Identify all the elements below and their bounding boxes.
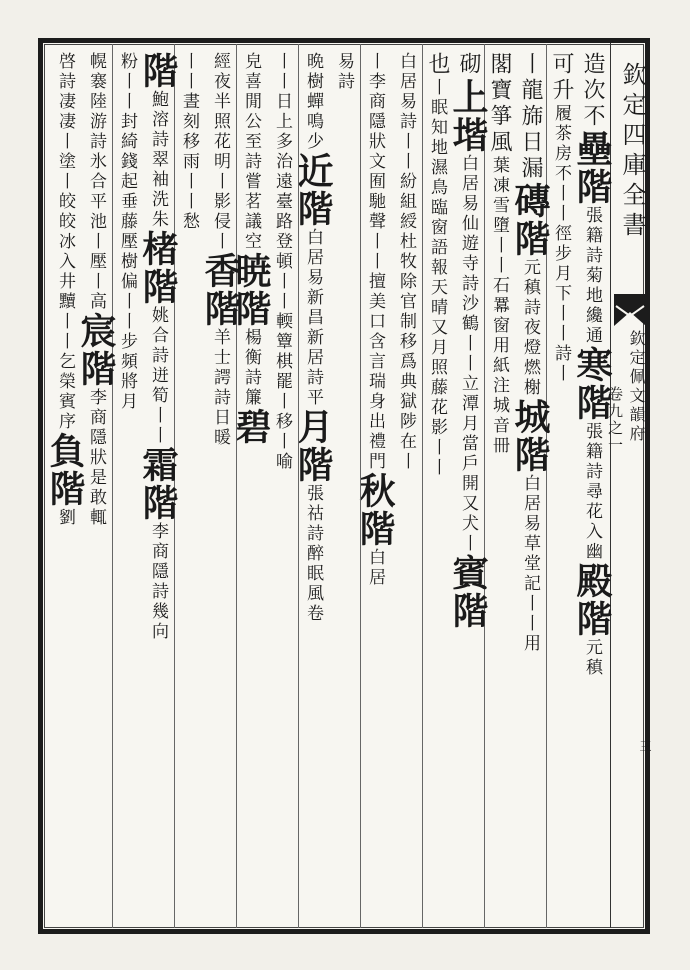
text-column xyxy=(571,52,613,912)
text-segment: 丨丨晝刻移 xyxy=(179,52,199,152)
text-segment: 張祜詩醉眠風卷 xyxy=(303,484,323,624)
text-segment: 丨眠知地濕鳥臨窗語報天晴又月照藤花影丨丨 xyxy=(427,78,447,478)
text-column xyxy=(292,52,334,912)
text-segment: 丨李商隱狀文囿馳聲丨丨擅美口含言瑞身出禮門 xyxy=(365,52,385,472)
text-column xyxy=(447,52,489,912)
text-segment: 嘗茗議空 xyxy=(241,172,261,252)
headword: 寒階 xyxy=(571,346,613,422)
column-rule xyxy=(484,44,485,928)
text-segment: 徑步月下丨丨 xyxy=(551,224,571,344)
text-segment: 白居易新昌新居詩平 xyxy=(303,228,323,408)
text-segment: 李商隱詩幾向 xyxy=(148,522,168,642)
text-segment: 易詩 xyxy=(334,52,354,92)
headword: 霜階 xyxy=(137,446,179,522)
fish-tail-icon xyxy=(612,292,648,328)
text-column xyxy=(484,52,515,912)
headword: 殿階 xyxy=(571,562,613,638)
headword: 階 xyxy=(137,52,179,90)
text-segment: 皃喜閒公至詩 xyxy=(241,52,261,172)
headword: 城階 xyxy=(509,398,551,474)
text-segment: 黷丨丨乞榮賓序 xyxy=(55,292,75,432)
text-segment: 幌褰陸游詩氷合平池丨壓丨高 xyxy=(86,52,106,312)
text-column xyxy=(509,52,551,912)
headword: 月階 xyxy=(292,408,334,484)
headword: 近階 xyxy=(292,152,334,228)
text-segment: 也 xyxy=(425,52,450,78)
text-segment: 可升 xyxy=(549,52,574,104)
column-rule xyxy=(298,44,299,928)
headword: 碧 xyxy=(230,408,272,446)
text-segment: 白居 xyxy=(365,548,385,588)
text-segment: 造次不 xyxy=(580,52,605,130)
headword: 磚階 xyxy=(509,182,551,258)
text-column xyxy=(230,52,272,912)
text-segment: 楊衡詩簾 xyxy=(241,328,261,408)
text-segment: 丨丨日上多 xyxy=(272,52,292,152)
text-column xyxy=(267,52,298,912)
text-column xyxy=(44,52,86,912)
headword: 宸階 xyxy=(75,312,117,388)
text-segment: 啓詩凄凄丨塗丨皎皎冰入井 xyxy=(55,52,75,292)
column-rule xyxy=(546,44,547,928)
text-segment: 閣寶箏風 xyxy=(487,52,512,156)
column-rule xyxy=(360,44,361,928)
headword: 暁階 xyxy=(230,252,272,328)
headword: 香階 xyxy=(199,252,241,328)
book-title: 欽定佩文韻府 xyxy=(627,330,646,444)
text-segment: 丨龍旆日漏 xyxy=(518,52,543,182)
text-segment: 晩樹蟬鳴少 xyxy=(303,52,323,152)
text-segment: 劉 xyxy=(55,508,75,528)
headword: 壘階 xyxy=(571,130,613,206)
text-segment: 粉丨丨封綺錢 xyxy=(117,52,137,172)
text-segment: 白居易詩丨丨紛組綬杜牧除官制移爲典獄陟在丨 xyxy=(396,52,416,472)
text-segment: 詩丨 xyxy=(551,344,571,384)
volume-label: 卷九之一 xyxy=(606,386,624,454)
text-segment: 羊士諤詩日暖 xyxy=(210,328,230,448)
text-segment: 履茶房不丨丨 xyxy=(551,104,571,224)
column-rule xyxy=(112,44,113,928)
text-segment: 砌 xyxy=(456,52,481,78)
text-segment: 李商隱狀是敢輒 xyxy=(86,388,106,528)
text-column xyxy=(354,52,396,912)
text-column xyxy=(137,52,179,912)
text-segment: 元稹詩夜燈燃榭 xyxy=(520,258,540,398)
column-rule xyxy=(236,44,237,928)
text-column xyxy=(546,52,577,912)
headword: 楮階 xyxy=(137,230,179,306)
text-segment: 起垂藤壓樹偏 xyxy=(117,172,137,292)
text-segment: 張籍詩菊地纔通 xyxy=(582,206,602,346)
text-segment: 治遠臺路登頓丨丨輭 xyxy=(272,152,292,332)
text-segment: 張籍詩尋花入幽 xyxy=(582,422,602,562)
text-segment: 白居易仙遊寺詩沙鶴丨丨立潭月當戶開又犬丨 xyxy=(458,154,478,554)
text-segment: 葉凍雪墮丨丨 xyxy=(489,156,509,276)
text-segment: 經夜半照花明丨影侵丨 xyxy=(210,52,230,252)
edition-title: 欽定四庫全書 xyxy=(618,62,646,242)
text-segment: 元稹 xyxy=(582,638,602,678)
text-segment: 簟棋罷丨移丨喻 xyxy=(272,332,292,472)
text-column xyxy=(112,52,143,912)
text-segment: 白居易草堂記丨丨用 xyxy=(520,474,540,654)
text-column xyxy=(422,52,453,912)
text-segment: 雨丨丨愁 xyxy=(179,152,199,232)
text-segment: 鮑溶詩翠袖洗朱 xyxy=(148,90,168,230)
text-column xyxy=(199,52,241,912)
headword: 秋階 xyxy=(354,472,396,548)
headword: 負階 xyxy=(44,432,86,508)
column-rule xyxy=(422,44,423,928)
page-number: 三 xyxy=(638,740,652,752)
text-segment: 石羃窗用紙注城音冊 xyxy=(489,276,509,456)
headword: 賓階 xyxy=(447,554,489,630)
text-segment: 姚合詩迸筍丨丨 xyxy=(148,306,168,446)
text-segment: 丨丨步頻將月 xyxy=(117,292,137,412)
headword: 上堦 xyxy=(447,78,489,154)
